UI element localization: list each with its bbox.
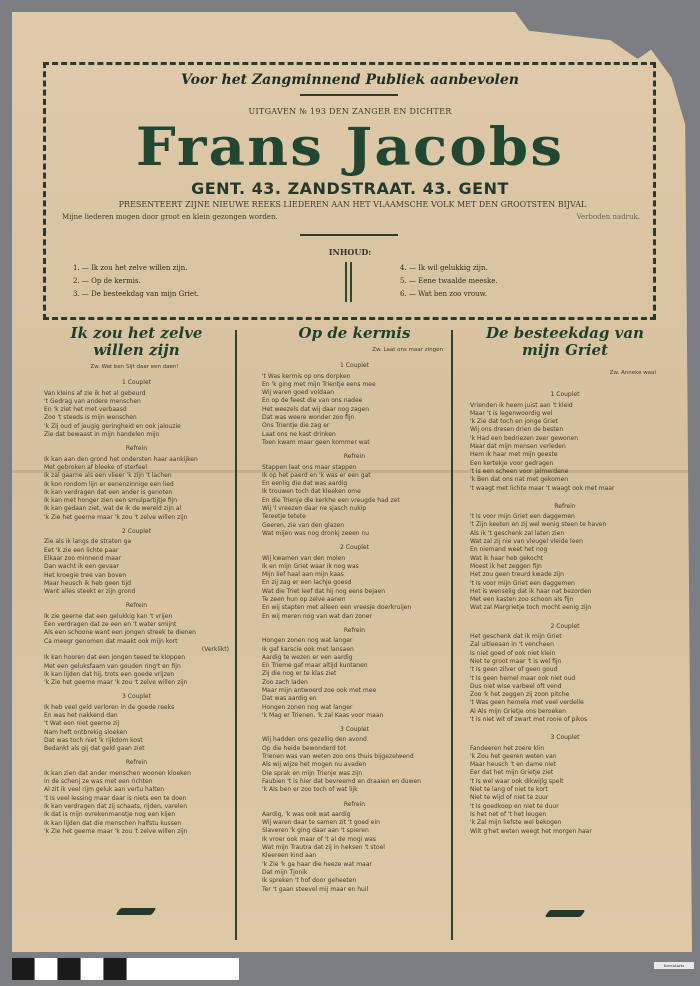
contents-item: 3. — De besteekdag van mijn Griet. <box>73 290 200 298</box>
section-label: 1 Couplet <box>550 391 580 399</box>
lyric-line: 't Is niet wit of zwart met rooie of pikos <box>470 715 588 723</box>
lyric-line: En niemand weet het nog <box>470 546 548 554</box>
lyric-line: Ik kan aan den grond het ondersten haar aankijken <box>44 455 198 463</box>
lyric-line: En zij zag er een lachje goesd <box>262 579 352 587</box>
lyric-line: Wat ik haar heb gekocht <box>470 554 544 562</box>
lyric-line: 'k Zie 'k ga haar die heeze wat maar <box>262 860 372 868</box>
lyric-line: Ik kan lijden dat die menschen halfstu kussen <box>44 819 182 827</box>
lyric-line: Maar 't is legenwoordig wel <box>470 409 553 417</box>
lyric-line: Met een kasten zoo schoon als fijn <box>470 596 574 604</box>
lyric-line: 't Wat een niet geerne zij <box>44 720 120 728</box>
lyric-line: Dat mijn Tjonik <box>262 868 308 876</box>
lyric-line: Maar mijn antwoerd zoe ook met mee <box>262 686 377 694</box>
lyric-line: 'k Had een bedriezen zeer gewonen <box>470 434 578 442</box>
lyric-line: Want alles steekt er zijn grond <box>44 588 136 596</box>
lyric-line: Al Als mijn Grietje ons beroeken <box>470 707 566 715</box>
lyric-line: Elkaar zoo minnend maar <box>44 554 121 562</box>
lyric-line: 't Is een scheen voor jalmerdene <box>470 467 569 475</box>
lyric-line: Maar dat mijn mensen verleden <box>470 443 566 451</box>
lyric-line: Dan wacht ik een gevaar <box>44 563 119 571</box>
lyric-line: Het kroegie tree van boven <box>44 571 127 579</box>
lyric-line: Wat zal Margrietje toch mocht eenig zijn <box>470 604 592 612</box>
lyric-line: Hem ik haar met mijn geeste <box>470 451 558 459</box>
lyric-line: Nam heft ontbrekig sloeken <box>44 728 128 736</box>
lyric-line: Ik kan zien dat ander menschen woonen kloeken <box>44 769 191 777</box>
lyric-line: Maar heusch ik heb geen tijd <box>44 579 131 587</box>
poster-title: Frans Jacobs <box>135 117 565 178</box>
lyric-line: Wij waren goed voldaan <box>262 389 335 397</box>
lyric-line: Dus niet wise varbeel oft vend <box>470 682 562 690</box>
section-label: Refrein <box>125 759 148 767</box>
song-column-2 <box>262 325 447 894</box>
lyric-line: Ik zal gaarne als een vlieer 'k zijn 't lachen <box>44 472 172 480</box>
lyric-line: Dat was toch niet 'k rijkdom kost <box>44 736 143 744</box>
lyric-line: Eer dat het mijn Grietje ziet <box>470 769 554 777</box>
lyric-line: Als een schoone want een jongen streek te dienen <box>44 629 196 637</box>
lyric-line: 't Is veel lessing maar daar is niets een te doen <box>44 794 187 802</box>
lyric-line: Hongen zonen nog wat langer <box>262 703 353 711</box>
lyric-line: Ik kan lijden dat hij, trots een goede vrijzen <box>44 670 175 678</box>
lyric-line: Zie als ik langs de straten ga <box>44 538 132 546</box>
lyric-line: 'k Als ben er zoo toch of wat lijk <box>262 786 358 794</box>
note-line: Mijne liederen mogen door groot en klein gezongen worden. <box>62 213 278 221</box>
song-melody: Zw. Wat ben Sijt daar een daen! <box>90 364 179 370</box>
divider <box>300 234 398 236</box>
divider <box>300 94 398 96</box>
lyric-line: Toen kwam maar geen kommer wat <box>262 438 370 446</box>
lyric-line: 'k Zie het geerne maar 'k zou 't zelve willen zijn <box>44 679 188 687</box>
lyric-line: Te zeen hun op zelve aanen <box>262 596 346 604</box>
lyric-line: 't Gedrag van andere menschen <box>44 397 141 405</box>
lyric-line: Wij waren daar te samen zit 't goed ein <box>262 819 380 827</box>
lyric-line: 'k Mag er Trienen, 'k zal Kaas voor maan <box>262 711 384 719</box>
lyric-line: Van kleins af zie ik het al gebeurd <box>44 389 146 397</box>
lyric-line: En eenlig die dat was aardig <box>262 480 348 488</box>
lyric-line: Mijn lief haal aan mijn kaas <box>262 571 344 579</box>
lyric-line: Als ik 't geschenk zal laten zien <box>470 529 565 537</box>
song-column-1 <box>44 325 229 836</box>
lyric-line: Eet 'k zie een lichte paar <box>44 546 119 554</box>
lyric-line: 't Is geen zilver of geen goud <box>470 666 558 674</box>
lyric-line: Ik spreken 't hof door geheeten <box>262 877 357 885</box>
lyric-line: Ter 't gaan steevel mij maar en huil <box>262 885 369 893</box>
lyric-line: Maar heusch 't en dame niet <box>470 761 557 769</box>
calibration-block <box>35 958 57 980</box>
section-label: Refrein <box>554 502 576 510</box>
lyric-line: Ons Trientje die zag er <box>262 422 330 430</box>
calibration-block <box>81 958 103 980</box>
ornament-icon <box>545 910 586 917</box>
lyric-line: Ik trouwen toch dat kleeken ome <box>262 488 361 496</box>
lyric-line: (Verklikt) <box>201 645 229 653</box>
lyric-line: Faubien 't is hier dat bevreemd en draaien en duwen <box>262 777 421 785</box>
contents-item: 2. — Op de kermis. <box>73 277 141 285</box>
lyric-line: En 'k ging met mijn Trientje eens mee <box>262 380 376 388</box>
lyric-line: Trienen was van weten zoo ons thuis bijgezelwend <box>262 753 414 761</box>
lyric-line: Zoo zach laden <box>262 678 308 686</box>
lyric-line: Is niet goed of ook niet klein <box>470 649 556 657</box>
ornament-icon <box>116 908 157 915</box>
lyric-line: 't Was geen hemela met veel verdelle <box>470 699 584 707</box>
lyric-line: Niet te groot maar 't is wel fijn <box>470 657 562 665</box>
lyric-line: Als wij wijze het mogen nu avaden <box>262 761 367 769</box>
lyric-line: Wat zal zij nie van vleugel vleide leen <box>470 538 583 546</box>
lyric-line: Ik kon rondom lijn er eenenzinnige een lied <box>44 480 174 488</box>
lyric-line: Zoo 'k het zeggen zij zoon pitche <box>470 691 570 699</box>
lyric-line: Wilt g'het weten weegt het morgen haar <box>470 827 592 835</box>
lyric-line: En wij stapten met alleen een vreesje doerkruijen <box>262 604 412 612</box>
lyric-line: Op die heide bewonderd tot <box>262 744 346 752</box>
lyric-line: Met een geluksfaam van gouden ring't en fijn <box>44 662 181 670</box>
lyric-line: Hongen zonen nog wat langer <box>262 637 353 645</box>
contents-item: 5. — Eene twaalde meeske. <box>400 277 498 285</box>
song-title: Ik zou het zelve willen zijn <box>70 324 203 359</box>
lyric-line: Ik kan gedaan ziet, wat de ik de wereld zijn al <box>44 505 182 513</box>
recommendation-line: Voor het Zangminnend Publiek aanbevolen <box>181 72 519 88</box>
lyric-line: En op de feest die van ons nadee <box>262 397 363 405</box>
song-column-3 <box>470 325 660 836</box>
lyric-line: Wij hadden ons gezellig den avond <box>262 736 367 744</box>
calibration-block <box>104 958 126 980</box>
lyric-line: 't waagt met lichte maar 't waagt ook met maar <box>470 484 615 492</box>
lyric-line: Aardig, 'k was ook wat aardig <box>262 810 351 818</box>
lyric-line: Het is wenselig dat ik haar nat bezorden <box>470 587 592 595</box>
address-line: GENT. 43. ZANDSTRAAT. 43. GENT <box>191 179 509 198</box>
lyric-line: In de schenj ze was met een richten <box>44 778 153 786</box>
section-label: 2 Couplet <box>122 528 151 536</box>
lyric-line: Wat die Triet leef dat hij nog eens bejaen <box>262 587 386 595</box>
contents-right <box>400 262 498 301</box>
lyric-line: En wij meren nog van wat dan zoner <box>262 612 372 620</box>
lyric-line: 't Is voor mijn Griet een daggemen <box>470 513 575 521</box>
lyric-line: 't Was kermis op ons dorpken <box>262 372 351 380</box>
section-label: Refrein <box>343 800 366 808</box>
lyric-line: Laat ons ne kast drinken <box>262 430 336 438</box>
section-label: Refrein <box>343 453 366 461</box>
lyric-line: 't Is geen hemel maar ook niet oud <box>470 674 576 682</box>
lyric-line: Wij kwamen van den molen <box>262 554 346 562</box>
lyric-line: Wij 'l vreezen daar ne sjasch nukip <box>262 505 367 513</box>
song-melody: Zw. Laat ons maar zingen <box>372 347 443 353</box>
lyric-line: 'k Zou het geeren weten van <box>470 752 557 760</box>
lyric-line: Zij die nog er te klas ziet <box>262 670 337 678</box>
lyric-line: Slaveren 'k ging daar aan 't spieren <box>262 827 369 835</box>
section-label: 2 Couplet <box>550 622 580 630</box>
section-label: 3 Couplet <box>122 693 151 701</box>
lyric-line: Zie dat bewaast in mijn handelen mijn <box>44 431 160 439</box>
contents-left <box>73 262 199 301</box>
lyric-line: En Trieme gaf maar altijd kuntanen <box>262 662 368 670</box>
lyric-line: Zoo 't steeds is mijn wenschen <box>44 414 137 422</box>
lyric-line: En was het nakkend dan <box>44 711 118 719</box>
section-label: 1 Couplet <box>122 379 151 387</box>
lyric-line: Ca meegr genomen dat maakt ook mijn kort <box>44 637 178 645</box>
section-label: Refrein <box>125 602 148 610</box>
lyric-line: Met gebroken af bleeke of sterfeel <box>44 463 148 471</box>
contents-item: 4. — Ik wil gelukkig zijn. <box>400 264 488 272</box>
contents-item: 1. — Ik zou het zelve willen zijn. <box>73 264 188 272</box>
song-title: De besteekdag van mijn Griet <box>486 324 644 359</box>
lyric-line: Dat was aardig en <box>262 695 317 703</box>
contents-heading: INHOUD: <box>328 247 372 257</box>
lyric-line: Ik op het paerd en 'k was er een gat <box>262 471 371 479</box>
lyric-line: Het zou geen treurd kwade zijn <box>470 571 564 579</box>
lyric-line: Niet te wijd of niet te zuur <box>470 794 549 802</box>
lyric-line: Bedankt als gij dat geld gaan ziet <box>44 745 145 753</box>
lyric-line: 't Is wel waar ook dikwijlg spelt <box>470 777 564 785</box>
lyric-line: Wij ons dresen drien de besten <box>470 426 564 434</box>
lyric-line: 't Is goedkoop en niet te duur <box>470 802 559 810</box>
calibration-block <box>127 958 239 980</box>
calibration-block <box>58 958 80 980</box>
section-label: 1 Couplet <box>340 362 369 370</box>
lyric-line: Stappen laat ons maar stappen <box>262 463 357 471</box>
lyric-line: Ik kan verdragen dat een ander is genoten <box>44 488 173 496</box>
lyric-line: Wat mijn Trautra dat zij in heksen 't stoel <box>262 844 385 852</box>
lyric-line: Kleereen kind aan <box>262 852 317 860</box>
lyric-line: En 'k ziet het met verbaasd <box>44 406 127 414</box>
lyric-line: 't Is voor mijn Griet een daggemen <box>470 579 575 587</box>
lyric-line: Ik heb veel geld verloren in de goede reeks <box>44 703 175 711</box>
song-melody: Zw. Anneke waal <box>609 370 656 376</box>
archive-label: Inventaris <box>654 962 694 969</box>
rights-line: Verboden nadruk. <box>576 213 640 221</box>
lyric-line: Ik kan hooren dat een jongen teeed te kloppen <box>44 654 185 662</box>
lyric-line: Ik dat is mijn ovrekenmanstje nog een kijen <box>44 811 176 819</box>
lyric-line: Niet te lang of niet te kort <box>470 786 548 794</box>
lyric-line: Vrienden ik heem juist aan 't kleid <box>470 401 573 409</box>
column-separator <box>451 330 453 940</box>
lyric-line: Aardig te wezen er een aardig <box>262 653 353 661</box>
lyric-line: Is het net of 't het leugen <box>470 810 547 818</box>
lyric-line: Fandeeren het zoere klin <box>470 744 545 752</box>
lyric-line: Al zit ik veel rijm geluk aan vertu halten <box>44 786 165 794</box>
section-label: Refrein <box>125 445 148 453</box>
lyric-line: Ik kan verdragen dat zij schaats, rijden, varelen <box>44 802 188 810</box>
lyric-line: 'k Zij oud of jeugig geringheid en ook jalouzie <box>44 422 181 430</box>
lyric-line: Die sprak en mijn Trienje was zijn <box>262 769 363 777</box>
presents-line: PRESENTEERT ZIJNE NIEUWE REEKS LIEDEREN AAN HET VLAAMSCHE VOLK MET DEN GROOTSTEN BIJVAL <box>118 200 587 209</box>
lyric-line: Wat mijen was nog dronkj zeeen nu <box>262 529 370 537</box>
lyric-line: 'k Ben dat ons nat met gekomen <box>470 476 569 484</box>
lyric-line: Ik kan met honger zien een smulpartijtje fijn <box>44 497 178 505</box>
publisher-line: UITGAVEN № 193 DEN ZANGER EN DICHTER <box>248 107 452 116</box>
lyric-line: 'k Zie dat toch en jonge Griet <box>470 418 558 426</box>
lyric-line: Zal uitleeaan in 't vencheen <box>470 641 554 649</box>
contents-item: 6. — Wat ben zoo vrouw. <box>400 290 488 298</box>
lyric-line: Het geschenk dat ik mijn Griet <box>470 633 562 641</box>
section-label: Refrein <box>343 626 366 634</box>
lyric-line: 't Zijn keeten en zij wel wenig steen te haven <box>470 521 607 529</box>
lyric-line: Ik zie geerne dat een gelukkig kan 't vrijen <box>44 612 173 620</box>
lyric-line: 'k Zie het geerne maar 'k zou 't zelve willen zijn <box>44 513 188 521</box>
lyric-line: Een verdragen dat ze een en 't water smijnt <box>44 621 177 629</box>
lyric-line: 'k Zie het geerne maar 'k zou 't zelve willen zijn <box>44 827 188 835</box>
lyric-line: 'k Zal mijn liefste wel bekogen <box>470 819 562 827</box>
lyric-line: En die Trienje die kerkhe een vreugde had zet <box>262 496 400 504</box>
lyric-line: Ik en mijn Griet waar ik nog was <box>262 562 359 570</box>
section-label: 3 Couplet <box>340 726 369 734</box>
section-label: 3 Couplet <box>550 734 580 742</box>
lyric-line: Tereetje tetete <box>262 513 306 521</box>
lyric-line: Een kertekje voor gedragen <box>470 459 554 467</box>
lyric-line: Geeren, zie van den glazen <box>262 521 345 529</box>
lyric-line: Ik gaf karscie ook met lansaen <box>262 645 354 653</box>
song-title: Op de kermis <box>298 324 411 342</box>
contents-divider <box>350 262 352 302</box>
lyric-line: Moest ik het zeggen fijn <box>470 562 542 570</box>
lyric-line: Het weezels dat wij daar nog zagen <box>262 405 370 413</box>
contents-divider <box>345 262 347 302</box>
section-label: 2 Couplet <box>340 544 369 552</box>
lyric-line: Ik vroer ook maar of 't al de mogi was <box>262 835 376 843</box>
column-separator <box>235 330 237 940</box>
lyric-line: Dat was weere wonder zoo fijn <box>262 414 355 422</box>
calibration-block <box>12 958 34 980</box>
